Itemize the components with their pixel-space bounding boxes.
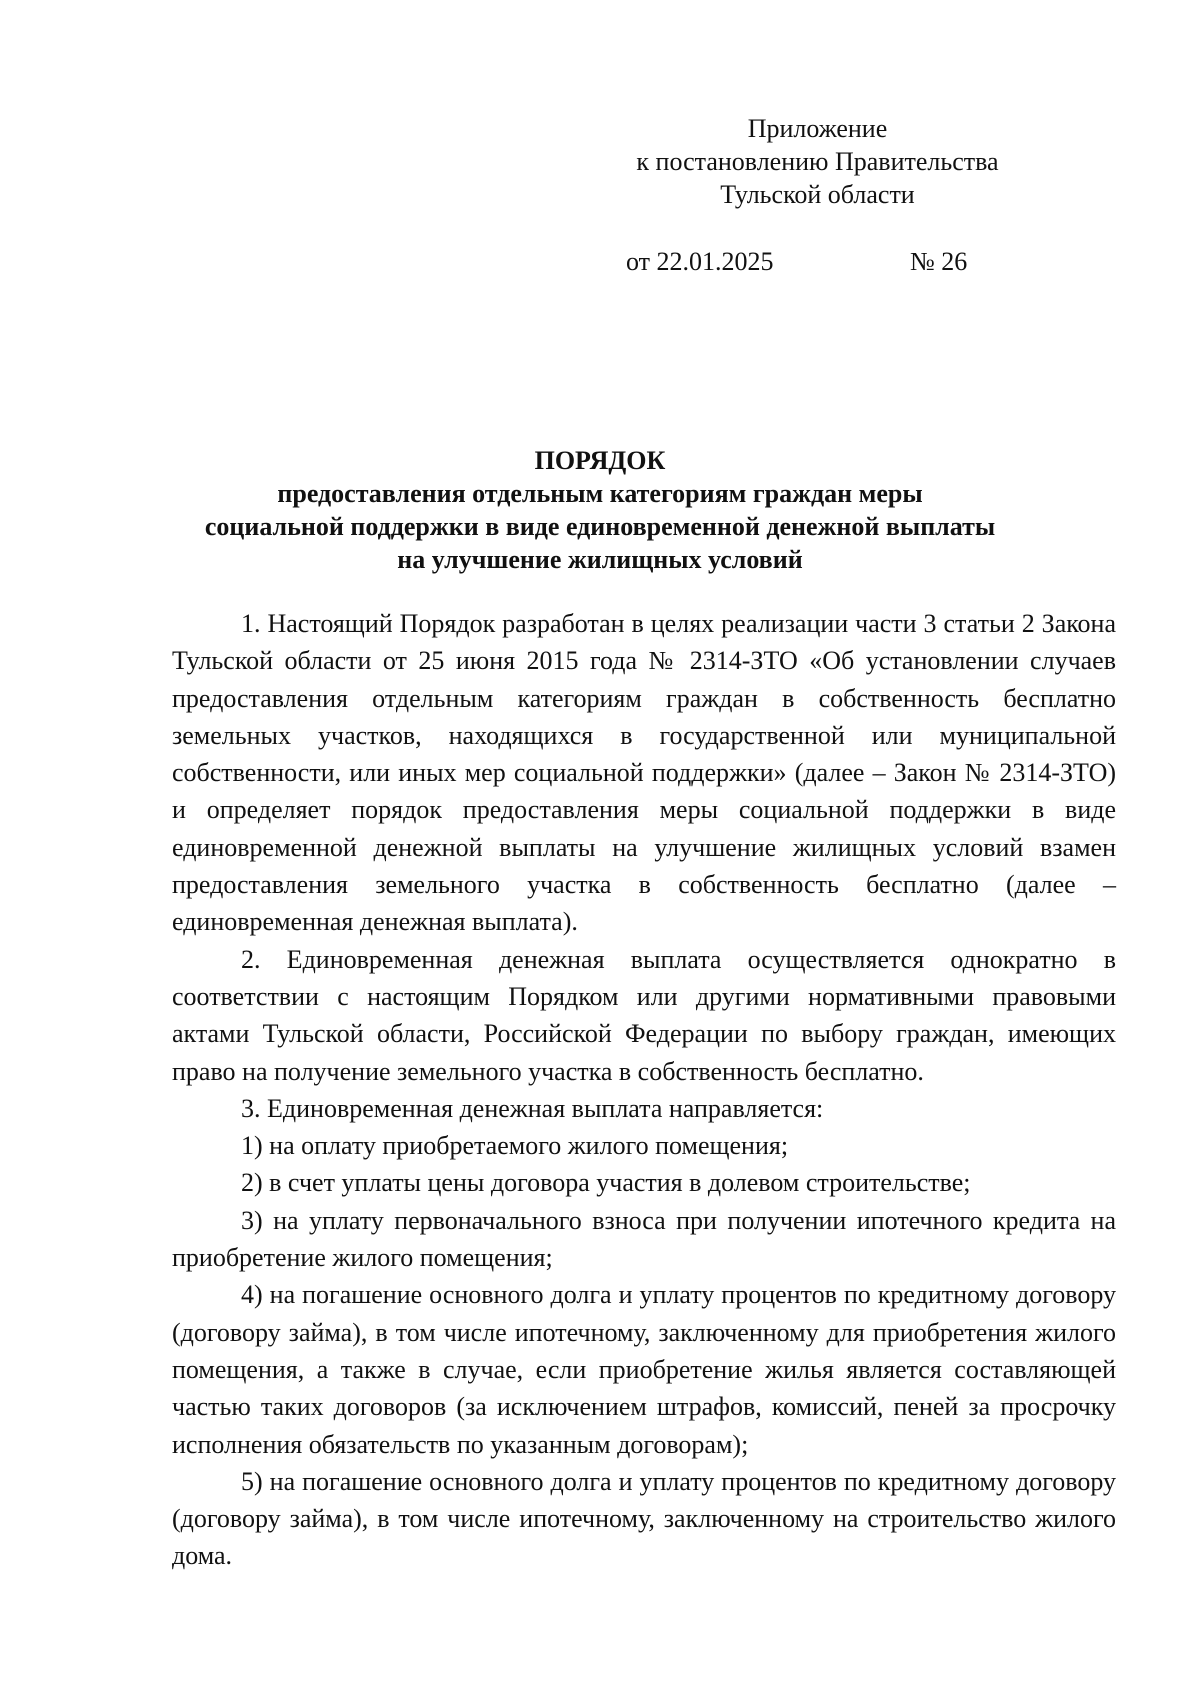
list-item-1: 1) на оплату приобретаемого жилого помещения;: [241, 1131, 789, 1161]
list-item-5: 5) на погашение основного долга и уплату процентов по кредитному договору (договору займа), в том числе ипотечному, заключенному на строительство жилого дома.: [172, 1466, 1116, 1571]
list-item-4: 4) на погашение основного долга и уплату процентов по кредитному договору (договору займа), в том числе ипотечному, заключенному для приобретения жилого помещения, а также в случае, если приобретение жилья является составляющей частью таких договоров (за исключением штрафов, комиссий, пеней за просрочку исполнения обязательств по указанным договорам);: [172, 1280, 1116, 1459]
title-main: ПОРЯДОК: [534, 446, 666, 475]
appendix-line: Тульской области: [720, 180, 915, 209]
paragraph-2: 2. Единовременная денежная выплата осуществляется однократно в соответствии с настоящим Порядком или другими нормативными правовыми актами Тульской области, Российской Федерации по выбору граждан, имеющих право на получение земельного участка в собственность бесплатно.: [172, 944, 1116, 1086]
decree-date: от 22.01.2025: [626, 247, 774, 276]
paragraph-3: 3. Единовременная денежная выплата направляется:: [241, 1093, 824, 1123]
paragraph-1: 1. Настоящий Порядок разработан в целях реализации части 3 статьи 2 Закона Тульской области от 25 июня 2015 года № 2314-ЗТО «Об установлении случаев предоставления отдельным категориям граждан в собственность бесплатно земельных участков, находящихся в государственной или муниципальной собственности, или иных мер социальной поддержки» (далее – Закон № 2314-ЗТО) и определяет порядок предоставления меры социальной поддержки в виде единовременной денежной выплаты на улучшение жилищных условий взамен предоставления земельного участка в собственность бесплатно (далее – единовременная денежная выплата).: [172, 609, 1116, 937]
appendix-line: к постановлению Правительства: [636, 147, 999, 176]
appendix-header: [620, 112, 1015, 211]
decree-number: № 26: [910, 247, 968, 276]
appendix-line: Приложение: [747, 114, 888, 143]
title-subtitle-line: социальной поддержки в виде единовременной денежной выплаты: [204, 512, 996, 541]
title-subtitle-line: на улучшение жилищных условий: [397, 545, 803, 574]
list-item-2: 2) в счет уплаты цены договора участия в долевом строительстве;: [241, 1168, 971, 1198]
list-item-3: 3) на уплату первоначального взноса при получении ипотечного кредита на приобретение жилого помещения;: [172, 1205, 1116, 1273]
document-title: [140, 444, 1060, 576]
title-subtitle-line: предоставления отдельным категориям граждан меры: [277, 479, 923, 508]
document-body: [172, 605, 1116, 1575]
